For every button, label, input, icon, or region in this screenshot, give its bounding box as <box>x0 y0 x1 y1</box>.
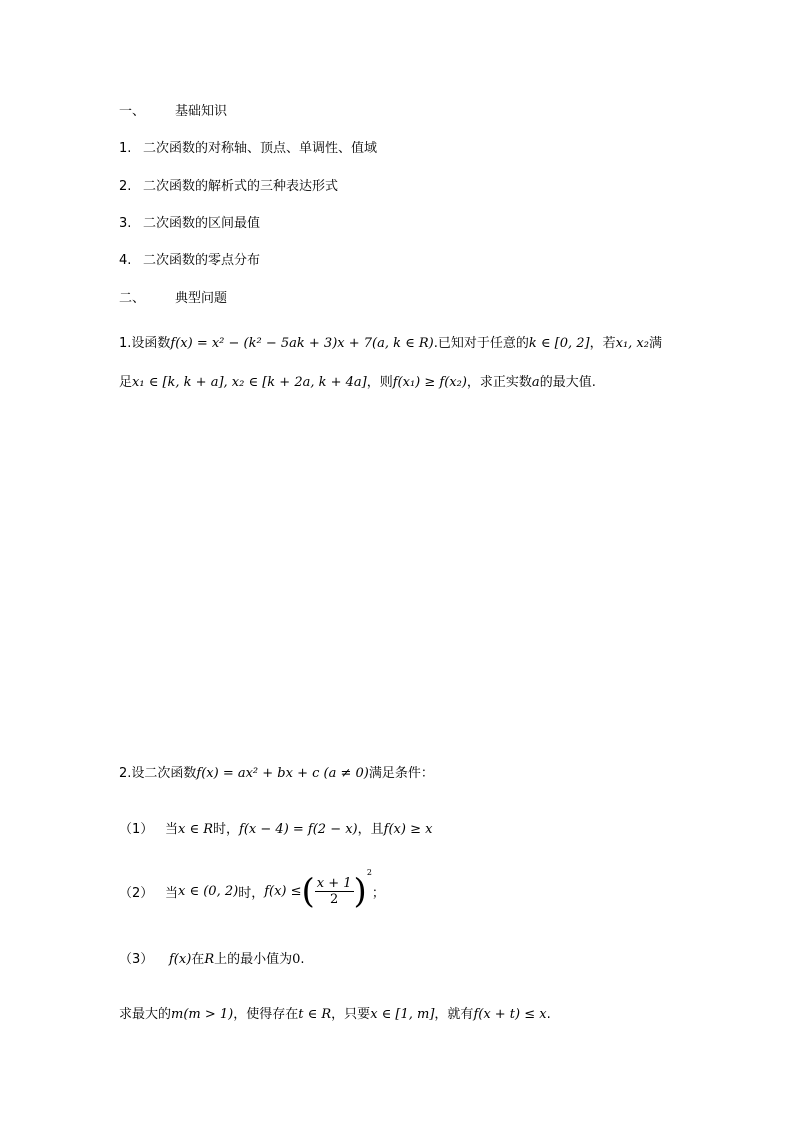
text: 足 <box>119 375 133 390</box>
formula: x ∈ (0, 2) <box>178 884 239 899</box>
formula: f(x) = x² − (k² − 5ak + 3)x + 7(a, k ∈ R) <box>170 336 434 351</box>
text: . <box>300 952 305 967</box>
text: ，则 <box>366 375 393 390</box>
list-item-text: 二次函数的对称轴、顶点、单调性、值域 <box>143 141 378 156</box>
text: ，使得存在 <box>233 1007 299 1022</box>
formula: f(x + t) ≤ x <box>473 1007 547 1022</box>
formula: 0 <box>292 952 301 967</box>
list-item-text: 二次函数的解析式的三种表达形式 <box>143 179 339 194</box>
condition-1 <box>119 818 432 837</box>
formula: f(x₁) ≥ f(x₂) <box>392 375 467 390</box>
formula: f(x) <box>169 952 192 967</box>
section-heading-1 <box>119 100 227 119</box>
formula: f(x) ≥ x <box>383 822 433 837</box>
exponent: 2 <box>366 868 372 877</box>
text: ，若 <box>589 336 616 351</box>
text: . <box>546 1007 551 1022</box>
condition-number: （3） <box>119 952 154 967</box>
section-title: 基础知识 <box>175 104 228 119</box>
question <box>119 1003 551 1022</box>
problem-1-line-2 <box>119 371 596 390</box>
left-paren: ( <box>301 871 315 912</box>
text: 当 <box>165 886 179 901</box>
problem-2-intro <box>119 762 434 781</box>
text: ，只要 <box>331 1007 371 1022</box>
condition-number: （2） <box>119 886 154 901</box>
condition-2 <box>119 868 385 912</box>
list-item-text: 二次函数的区间最值 <box>143 216 261 231</box>
formula: m(m > 1) <box>171 1007 234 1022</box>
list-item <box>119 137 377 156</box>
text: 时， <box>213 822 240 837</box>
list-item <box>119 175 338 194</box>
text: 满足条件： <box>368 766 434 781</box>
text: 求最大的 <box>119 1007 172 1022</box>
formula: f(x) ≤ <box>264 884 302 899</box>
list-item-text: 二次函数的零点分布 <box>143 253 261 268</box>
right-paren: ) <box>353 871 367 912</box>
formula: x ∈ [1, m] <box>370 1007 435 1022</box>
text: ； <box>371 886 385 901</box>
condition-number: （1） <box>119 822 154 837</box>
section-heading-2 <box>119 287 227 306</box>
formula: R <box>204 952 215 967</box>
problem-1-line-1 <box>119 332 662 351</box>
list-item-number: 1. <box>119 141 132 156</box>
formula: f(x) = ax² + bx + c (a ≠ 0) <box>196 766 369 781</box>
formula: k ∈ [0, 2] <box>528 336 590 351</box>
list-item-number: 4. <box>119 253 132 268</box>
text: 满 <box>648 336 662 351</box>
fraction-denominator: 2 <box>330 892 339 907</box>
text: 的最大值. <box>539 375 596 390</box>
text: 1.设函数 <box>119 336 171 351</box>
text: 当 <box>165 822 179 837</box>
section-title: 典型问题 <box>175 291 228 306</box>
fraction <box>315 876 354 907</box>
formula: a <box>531 375 540 390</box>
formula: x₁ ∈ [k, k + a], x₂ ∈ [k + 2a, k + 4a] <box>132 375 367 390</box>
text: 在 <box>191 952 205 967</box>
list-item-number: 3. <box>119 216 132 231</box>
list-item-number: 2. <box>119 179 132 194</box>
text: ，且 <box>357 822 384 837</box>
formula: t ∈ R <box>298 1007 332 1022</box>
section-number: 一、 <box>119 104 146 119</box>
text: ，求正实数 <box>466 375 532 390</box>
list-item <box>119 212 260 231</box>
text: .已知对于任意的 <box>433 336 529 351</box>
text: 时， <box>238 886 265 901</box>
fraction-numerator: x + 1 <box>316 876 352 891</box>
text: ，就有 <box>434 1007 474 1022</box>
formula: x₁, x₂ <box>615 336 649 351</box>
condition-3 <box>119 948 305 967</box>
formula: f(x − 4) = f(2 − x) <box>239 822 358 837</box>
formula: x ∈ R <box>178 822 214 837</box>
text: 上的最小值为 <box>214 952 293 967</box>
text: 2.设二次函数 <box>119 766 197 781</box>
section-number: 二、 <box>119 291 146 306</box>
list-item <box>119 249 260 268</box>
